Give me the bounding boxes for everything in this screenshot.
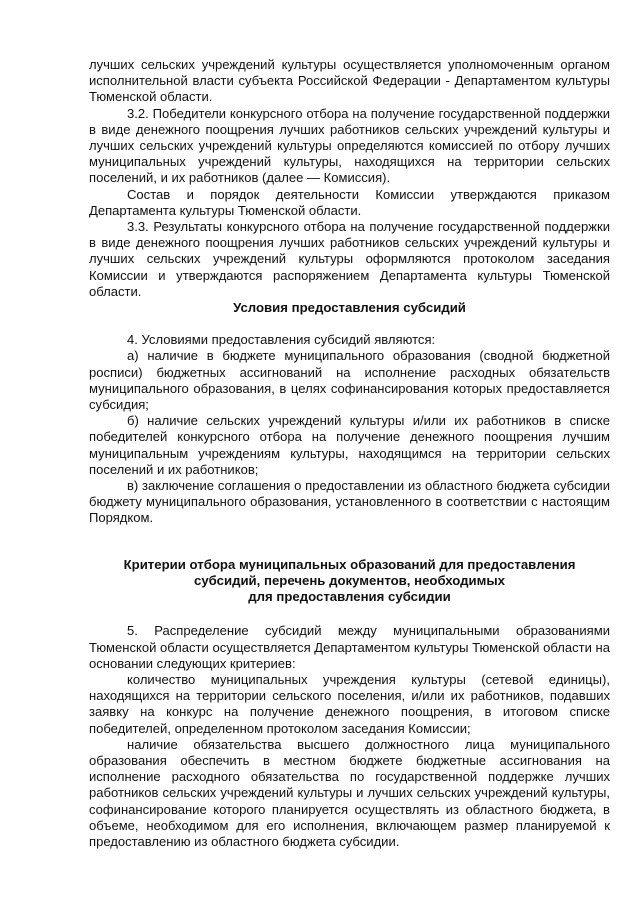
paragraph-commission-composition: Состав и порядок деятельности Комиссии утверждаются приказом Департамента культуры Тюменской области. [89, 186, 610, 218]
document-page [89, 57, 610, 850]
section-heading-conditions: Условия предоставления субсидий [233, 300, 466, 316]
criterion-2: наличие обязательства высшего должностного лица муниципального образования обеспечить в местном бюджете бюджетные ассигнования на исполнение расходного обязательства по государственной поддержке лучших работников сельских учреждений культуры и лучших сельских учреждений культуры, софинансирование которого планируется осуществлять из областного бюджета, в объеме, необходимом для его исполнения, включающем размер планируемой к предоставлению из областного бюджета субсидии. [89, 736, 610, 849]
criterion-1: количество муниципальных учреждения культуры (сетевой единицы), находящихся на территории сельского поселения, и/или их работников, подавших заявку на конкурс на получение денежного поощрения, в итоговом списке победителей, определенном протоколом заседания Комиссии; [89, 671, 610, 736]
list-item-c: в) заключение соглашения о предоставлении из областного бюджета субсидии бюджету муниципального образования, установленного в соответствии с настоящим Порядком. [89, 478, 610, 526]
section-heading-criteria-line-1: Критерии отбора муниципальных образований для предоставления [123, 556, 576, 572]
section-heading-criteria-line-2: субсидий, перечень документов, необходимых [194, 572, 505, 588]
list-item-a: а) наличие в бюджете муниципального образования (сводной бюджетной росписи) бюджетных ассигнований на исполнение расходных обязательств муниципального образования, в целях софинансирования которых предоставляется субсидия; [89, 348, 610, 413]
paragraph-3-2: 3.2. Победители конкурсного отбора на получение государственной поддержки в виде денежного поощрения лучших работников сельских учреждений культуры и лучших сельских учреждений культуры определяются комиссией по отбору лучших муниципальных учреждений культуры, находящихся на территории сельских поселений, и их работников (далее — Комиссия). [89, 105, 610, 186]
section-heading-criteria [89, 557, 610, 606]
section-heading-criteria-line-3: для предоставления субсидии [248, 589, 451, 605]
paragraph-4: 4. Условиями предоставления субсидий являются: [127, 332, 436, 348]
paragraph-5: 5. Распределение субсидий между муниципальными образованиями Тюменской области осуществляется Департаментом культуры Тюменской области на основании следующих критериев: [89, 623, 610, 671]
paragraph-continuation: лучших сельских учреждений культуры осуществляется уполномоченным органом исполнительной власти субъекта Российской Федерации - Департаментом культуры Тюменской области. [89, 57, 610, 105]
list-item-b: б) наличие сельских учреждений культуры и/или их работников в списке победителей конкурсного отбора на получение денежного поощрения лучшим муниципальным учреждениям культуры, находящимся на территории сельских поселений и их работников; [89, 413, 610, 477]
paragraph-3-3: 3.3. Результаты конкурсного отбора на получение государственной поддержки в виде денежного поощрения лучших работников сельских учреждений культуры и лучших сельских учреждений культуры оформляются протоколом заседания Комиссии и утверждаются распоряжением Департамента культуры Тюменской области. [89, 219, 610, 299]
